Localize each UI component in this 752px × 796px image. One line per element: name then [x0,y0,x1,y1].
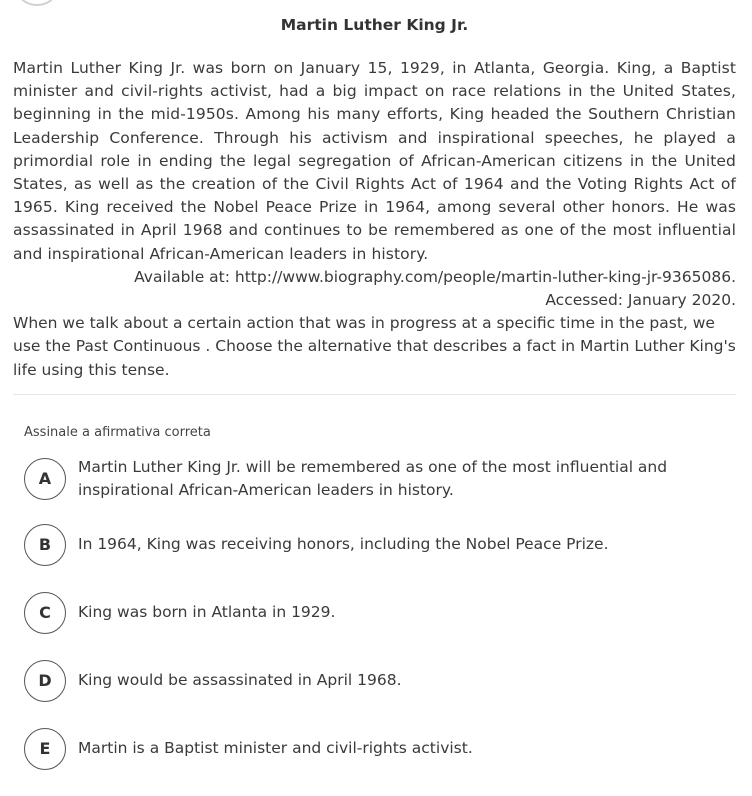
question-prompt: When we talk about a certain action that was in progress at a specific time in the past, we use the Past Continuous . Choose the alternative that describes a fact in Martin Luther King's life using this tense. [13,314,736,379]
answer-options [13,456,736,770]
option-b-text[interactable]: In 1964, King was receiving honors, including the Nobel Peace Prize. [78,535,609,554]
option-e-text[interactable]: Martin is a Baptist minister and civil-rights activist. [78,739,473,758]
question-container [13,0,736,770]
option-d-letter[interactable]: D [24,660,66,702]
option-c[interactable] [24,592,736,634]
instruction-label: Assinale a afirmativa correta [24,424,211,440]
option-a-letter[interactable]: A [24,458,66,500]
option-a-text[interactable]: Martin Luther King Jr. will be remembered as one of the most influential and inspirational African-American leaders in history. [78,457,668,499]
source-available: Available at: http://www.biography.com/people/martin-luther-king-jr-9365086. [134,267,736,286]
option-b[interactable] [24,524,736,566]
divider [13,394,736,395]
passage-body: Martin Luther King Jr. was born on January 15, 1929, in Atlanta, Georgia. King, a Baptist minister and civil-rights activist, had a big impact on race relations in the United States, beginning in the mid-1950s. Among his many efforts, King headed the Southern Christian Leadership Conference. Through his activism and inspirational speeches, he played a primordial role in ending the legal segregation of African-American citizens in the United States, as well as the creation of the Civil Rights Act of 1964 and the Voting Rights Act of 1965. King received the Nobel Peace Prize in 1964, among several other honors. He was assassinated in April 1968 and continues to be remembered as one of the most influential and inspirational African-American leaders in history. [13,59,736,263]
option-e-letter[interactable]: E [24,728,66,770]
option-e[interactable] [24,728,736,770]
option-c-text[interactable]: King was born in Atlanta in 1929. [78,603,336,622]
option-d[interactable] [24,660,736,702]
source-accessed: Accessed: January 2020. [545,291,736,310]
option-a[interactable] [24,456,736,502]
option-c-letter[interactable]: C [24,592,66,634]
passage-title: Martin Luther King Jr. [280,16,469,34]
option-d-text[interactable]: King would be assassinated in April 1968. [78,671,402,690]
option-b-letter[interactable]: B [24,524,66,566]
